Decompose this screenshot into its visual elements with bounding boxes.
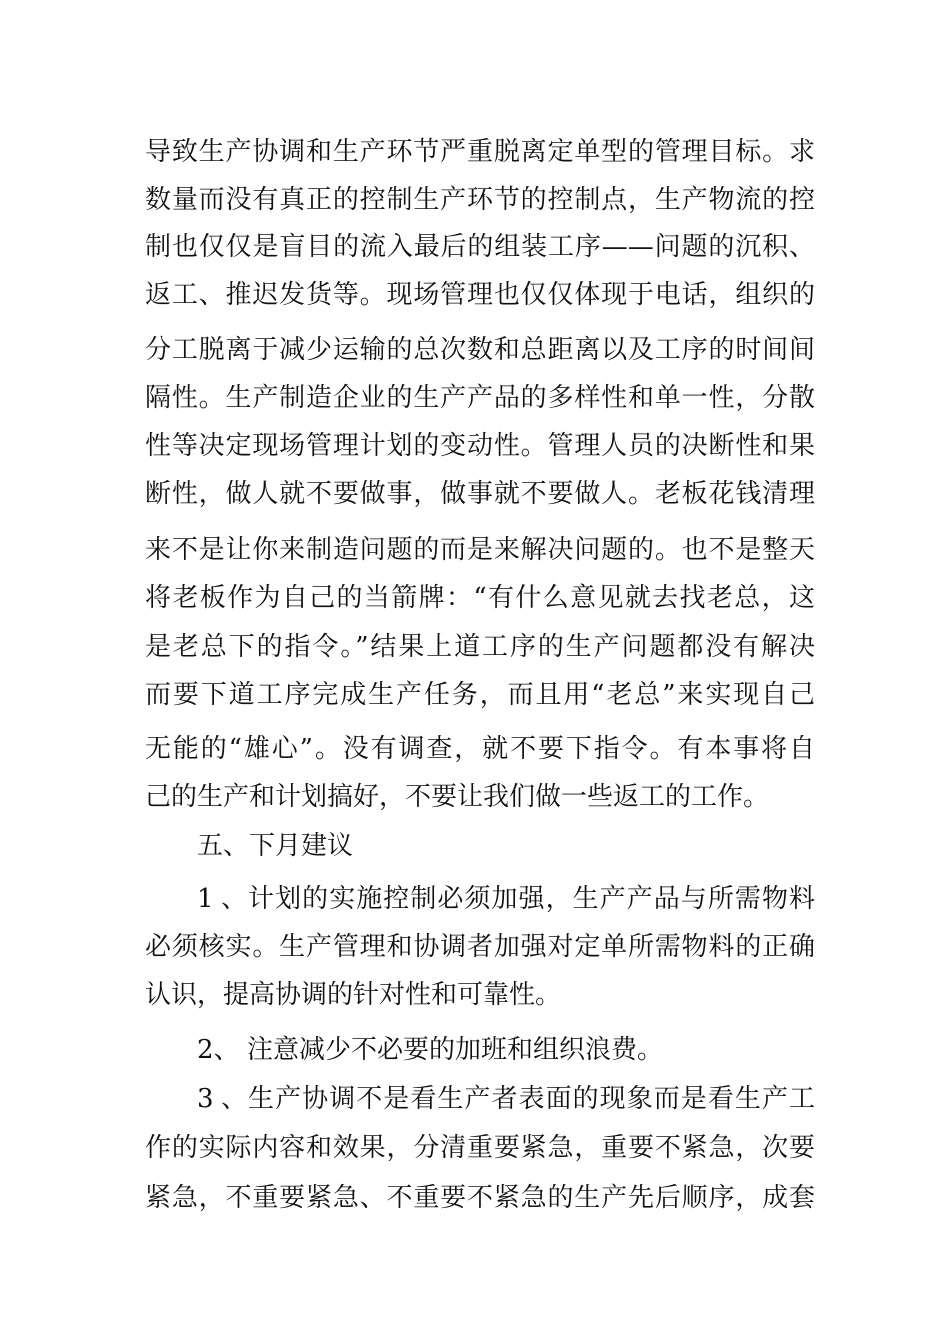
paragraph-1-line-1: 导致生产协调和生产环节严重脱离定单型的管理目标。求 xyxy=(145,137,815,167)
item-3-text: 生产协调不是看生产者表面的现象而是看生产工 xyxy=(247,1084,815,1114)
item-3-line-3: 紧急，不重要紧急、不重要不紧急的生产先后顺序，成套 xyxy=(145,1183,815,1213)
item-3-line-2: 作的实际内容和效果，分清重要紧急，重要不紧急，次要 xyxy=(145,1133,815,1163)
item-1-line-2: 必须核实。生产管理和协调者加强对定单所需物料的正确 xyxy=(145,932,815,962)
paragraph-1-line-14: 己的生产和计划搞好，不要让我们做一些返工的工作。 xyxy=(145,782,770,812)
paragraph-1-line-6: 隔性。生产制造企业的生产产品的多样性和单一性，分散 xyxy=(145,383,815,413)
item-1-number: 1、 xyxy=(197,884,247,914)
paragraph-1-line-3: 制也仅仅是盲目的流入最后的组装工序——问题的沉积、 xyxy=(145,232,815,262)
paragraph-1-line-7: 性等决定现场管理计划的变动性。管理人员的决断性和果 xyxy=(145,431,815,461)
paragraph-1-line-13: 无能的“雄心”。没有调查，就不要下指令。有本事将自 xyxy=(145,734,815,764)
item-1-line-1 xyxy=(197,879,815,919)
paragraph-1-line-8: 断性，做人就不要做事，做事就不要做人。老板花钱清理 xyxy=(145,479,815,509)
item-1-line-3: 认识，提高协调的针对性和可靠性。 xyxy=(145,980,562,1010)
paragraph-1-line-9: 来不是让你来制造问题的而是来解决问题的。也不是整天 xyxy=(145,535,815,565)
paragraph-1-line-5: 分工脱离于减少运输的总次数和总距离以及工序的时间间 xyxy=(145,335,815,365)
item-2-line-1 xyxy=(197,1030,815,1070)
paragraph-1-line-2: 数量而没有真正的控制生产环节的控制点，生产物流的控 xyxy=(145,185,815,215)
item-1-text: 计划的实施控制必须加强，生产产品与所需物料 xyxy=(247,884,815,914)
item-2-text: 注意减少不必要的加班和组织浪费。 xyxy=(247,1035,664,1065)
item-3-number: 3、 xyxy=(197,1084,247,1114)
paragraph-1-line-11: 是老总下的指令。”结果上道工序的生产问题都没有解决 xyxy=(145,632,815,662)
item-3-line-1 xyxy=(197,1079,815,1119)
item-2-number: 2、 xyxy=(197,1035,240,1065)
paragraph-1-line-4: 返工、推迟发货等。现场管理也仅仅体现于电话，组织的 xyxy=(145,280,815,310)
section-heading: 五、下月建议 xyxy=(197,831,354,861)
paragraph-1-line-12: 而要下道工序完成生产任务，而且用“老总”来实现自己 xyxy=(145,680,815,710)
paragraph-1-line-10: 将老板作为自己的当箭牌：“有什么意见就去找老总，这 xyxy=(145,583,815,613)
